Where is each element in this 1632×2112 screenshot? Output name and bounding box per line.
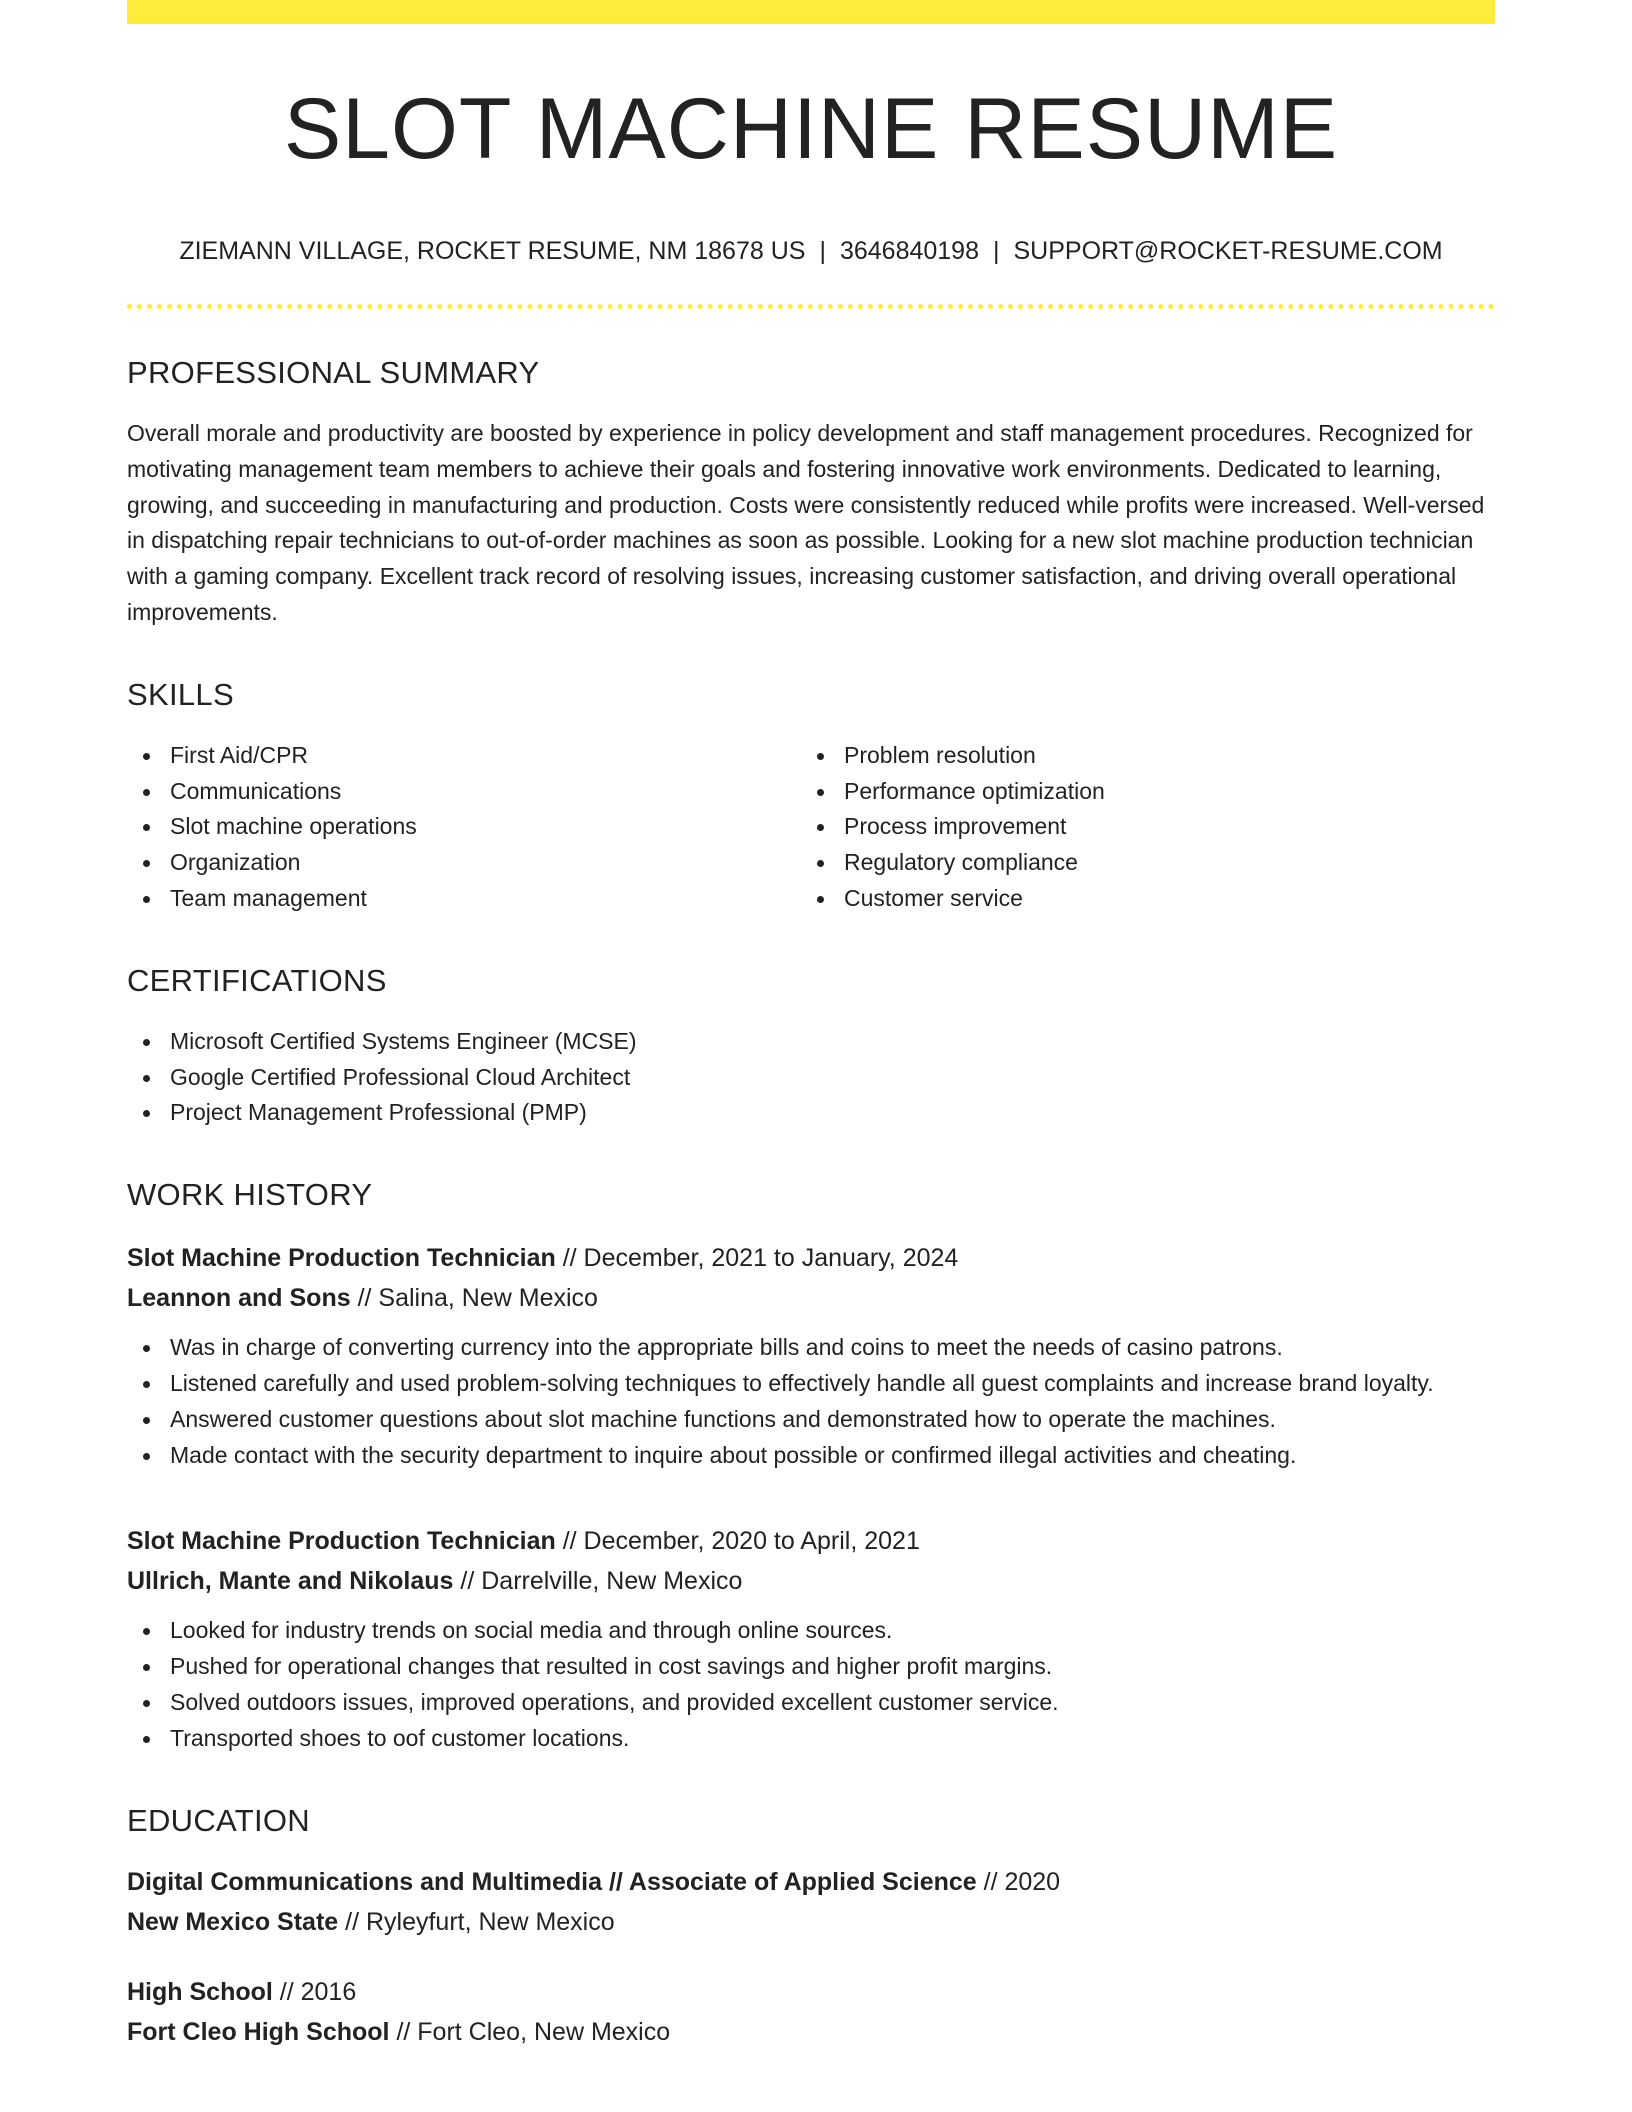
skill-item: Performance optimization [801, 774, 1475, 810]
job-duty: Pushed for operational changes that resulted in cost savings and higher profit margins. [127, 1649, 1495, 1685]
education-degree-line [127, 1862, 1495, 1902]
job-location: // Salina, New Mexico [350, 1284, 598, 1313]
education-year: // 2016 [272, 1977, 357, 2006]
certifications-list [127, 1024, 1495, 1131]
skills-left-list [127, 738, 801, 917]
education-entry [127, 1972, 1495, 2052]
job-entry [127, 1238, 1495, 1473]
skill-item: Team management [127, 881, 801, 917]
certification-item: Project Management Professional (PMP) [127, 1095, 1495, 1131]
dotted-divider [127, 304, 1495, 309]
skill-item: Regulatory compliance [801, 845, 1475, 881]
skill-item: Customer service [801, 881, 1475, 917]
job-duty: Transported shoes to oof customer locations. [127, 1721, 1495, 1757]
certification-item: Microsoft Certified Systems Engineer (MCSE) [127, 1024, 1495, 1060]
job-duty: Was in charge of converting currency into the appropriate bills and coins to meet the needs of casino patrons. [127, 1330, 1495, 1366]
job-duty: Looked for industry trends on social media and through online sources. [127, 1613, 1495, 1649]
job-duty: Answered customer questions about slot machine functions and demonstrated how to operate the machines. [127, 1402, 1495, 1438]
job-duty: Solved outdoors issues, improved operations, and provided excellent customer service. [127, 1685, 1495, 1721]
contact-address: ZIEMANN VILLAGE, ROCKET RESUME, NM 18678 US [179, 237, 806, 265]
job-title: Slot Machine Production Technician [127, 1244, 556, 1273]
job-duties-list [127, 1330, 1495, 1473]
skills-columns [127, 738, 1495, 917]
education-school-line [127, 1902, 1495, 1942]
skill-item: First Aid/CPR [127, 738, 801, 774]
job-title-line [127, 1238, 1495, 1278]
job-company-line [127, 1561, 1495, 1601]
education-entry [127, 1862, 1495, 1942]
contact-phone: 3646840198 [839, 237, 979, 265]
job-duty: Listened carefully and used problem-solving techniques to effectively handle all guest complaints and increase brand loyalty. [127, 1366, 1495, 1402]
skill-item: Problem resolution [801, 738, 1475, 774]
education-school: New Mexico State [127, 1907, 339, 1936]
education-school: Fort Cleo High School [127, 2017, 390, 2046]
resume-page [127, 0, 1495, 2052]
certifications-heading: CERTIFICATIONS [127, 962, 387, 998]
job-dates: // December, 2020 to April, 2021 [555, 1527, 920, 1556]
education-location: // Fort Cleo, New Mexico [389, 2017, 671, 2046]
education-year: // 2020 [976, 1867, 1061, 1896]
education-location: // Ryleyfurt, New Mexico [338, 1907, 615, 1936]
summary-text: Overall morale and productivity are boosted by experience in policy development and staff management procedures. Recognized for motivating management team members to achieve their goals and fostering innovative work environments. Dedicated to learning, growing, and succeeding in manufacturing and production. Costs were consistently reduced while profits were increased. Well-versed in dispatching repair technicians to out-of-order machines as soon as possible. Looking for a new slot machine production technician with a gaming company. Excellent track record of resolving issues, increasing customer satisfaction, and driving overall operational improvements. [127, 420, 1485, 625]
skills-heading: SKILLS [127, 676, 234, 712]
job-company: Ullrich, Mante and Nikolaus [127, 1567, 454, 1596]
job-title: Slot Machine Production Technician [127, 1527, 556, 1556]
skill-item: Process improvement [801, 809, 1475, 845]
skill-item: Communications [127, 774, 801, 810]
top-accent-bar [127, 0, 1495, 24]
job-location: // Darrelville, New Mexico [453, 1567, 743, 1596]
contact-email: SUPPORT@ROCKET-RESUME.COM [1013, 237, 1443, 265]
job-duty: Made contact with the security department to inquire about possible or confirmed illegal activities and cheating. [127, 1438, 1495, 1474]
work-history-heading: WORK HISTORY [127, 1177, 373, 1213]
skills-right-list [801, 738, 1475, 917]
education-degree: Digital Communications and Multimedia // Associate of Applied Science [127, 1867, 977, 1896]
job-company: Leannon and Sons [127, 1284, 351, 1313]
education-heading: EDUCATION [127, 1802, 310, 1838]
job-entry [127, 1521, 1495, 1756]
skill-item: Organization [127, 845, 801, 881]
job-title-line [127, 1521, 1495, 1561]
contact-separator: | [993, 237, 1000, 265]
education-school-line [127, 2012, 1495, 2052]
skill-item: Slot machine operations [127, 809, 801, 845]
job-company-line [127, 1278, 1495, 1318]
job-duties-list [127, 1613, 1495, 1756]
job-dates: // December, 2021 to January, 2024 [555, 1244, 959, 1273]
education-degree: High School [127, 1977, 273, 2006]
contact-line [127, 236, 1495, 266]
contact-separator: | [819, 237, 826, 265]
resume-title: SLOT MACHINE RESUME [283, 81, 1339, 177]
summary-heading: PROFESSIONAL SUMMARY [127, 355, 540, 390]
education-degree-line [127, 1972, 1495, 2012]
certification-item: Google Certified Professional Cloud Architect [127, 1060, 1495, 1096]
